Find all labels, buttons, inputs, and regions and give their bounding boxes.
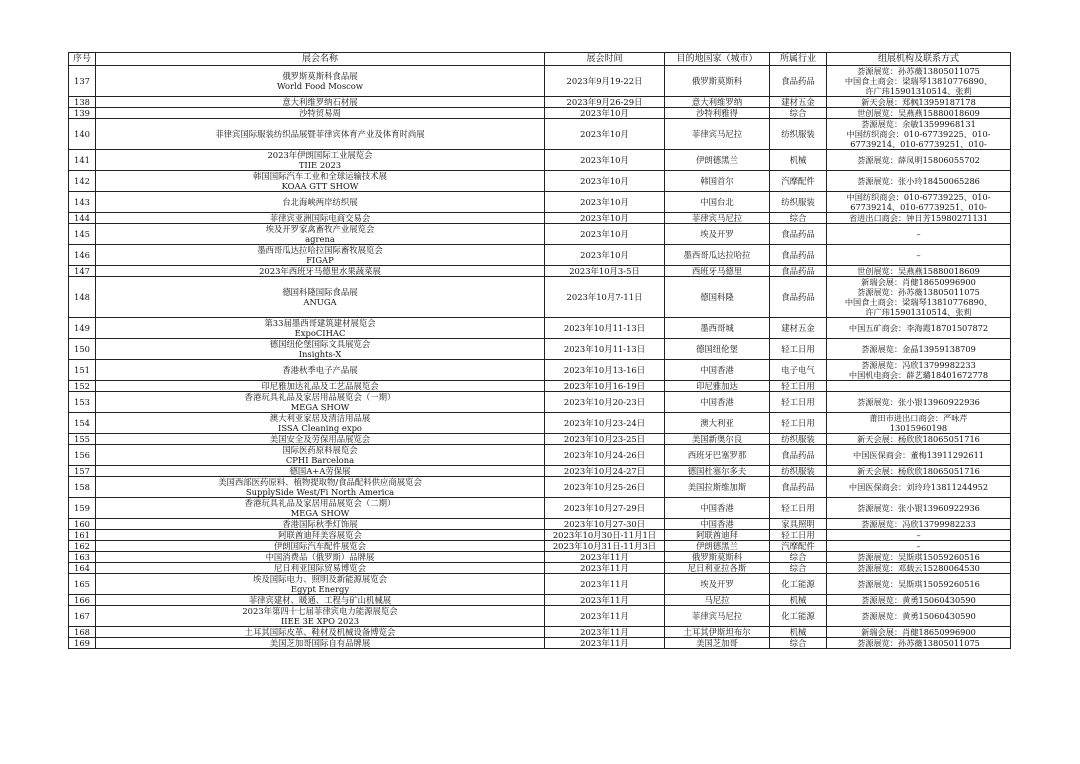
exhibition-date-cell: 2023年10月3-5日 bbox=[545, 266, 665, 277]
row-index-cell: 154 bbox=[69, 413, 96, 434]
industry-cell: 轻工日用 bbox=[770, 530, 827, 541]
table-row bbox=[69, 574, 1011, 595]
exhibition-name-cell: 香港玩具礼品及家居用品展览会（一期） MEGA SHOW bbox=[96, 392, 545, 413]
table-row bbox=[69, 627, 1011, 638]
destination-cell: 埃及开罗 bbox=[665, 574, 770, 595]
destination-cell: 美国拉斯维加斯 bbox=[665, 477, 770, 498]
exhibition-table bbox=[68, 52, 1011, 649]
header-industry: 所属行业 bbox=[770, 53, 827, 66]
exhibition-date-cell: 2023年10月11-13日 bbox=[545, 339, 665, 360]
organizer-contact-cell: 荟源展览：张小银13960922936 bbox=[827, 392, 1011, 413]
organizer-contact-cell: 新天会展：杨欣欣18065051716 bbox=[827, 434, 1011, 445]
industry-cell: 食品药品 bbox=[770, 445, 827, 466]
row-index-cell: 166 bbox=[69, 595, 96, 606]
header-exhibition-date: 展会时间 bbox=[545, 53, 665, 66]
destination-cell: 印尼雅加达 bbox=[665, 381, 770, 392]
exhibition-name-cell: 德国科隆国际食品展 ANUGA bbox=[96, 277, 545, 318]
table-row bbox=[69, 519, 1011, 530]
row-index-cell: 157 bbox=[69, 466, 96, 477]
table-row bbox=[69, 192, 1011, 213]
industry-cell: 机械 bbox=[770, 627, 827, 638]
organizer-contact-cell: 中国医保商会：刘玲玲13811244952 bbox=[827, 477, 1011, 498]
row-index-cell: 141 bbox=[69, 150, 96, 171]
table-row bbox=[69, 466, 1011, 477]
industry-cell: 综合 bbox=[770, 213, 827, 224]
industry-cell: 纺织服装 bbox=[770, 466, 827, 477]
row-index-cell: 156 bbox=[69, 445, 96, 466]
organizer-contact-cell: 荟源展览：冯欣13799982233 中国机电商会：薛艺璐18401672778 bbox=[827, 360, 1011, 381]
row-index-cell: 167 bbox=[69, 606, 96, 627]
header-destination: 目的地国家（城市） bbox=[665, 53, 770, 66]
row-index-cell: 149 bbox=[69, 318, 96, 339]
exhibition-name-cell: 伊朗国际汽车配件展览会 bbox=[96, 541, 545, 552]
organizer-contact-cell: – bbox=[827, 224, 1011, 245]
table-row bbox=[69, 108, 1011, 119]
industry-cell: 轻工日用 bbox=[770, 498, 827, 519]
destination-cell: 中国香港 bbox=[665, 519, 770, 530]
organizer-contact-cell: 荟源展览：张小银13960922936 bbox=[827, 498, 1011, 519]
table-row bbox=[69, 530, 1011, 541]
destination-cell: 意大利维罗纳 bbox=[665, 97, 770, 108]
exhibition-date-cell: 2023年10月25-26日 bbox=[545, 477, 665, 498]
table-row bbox=[69, 318, 1011, 339]
organizer-contact-cell: 世创展览：吴燕燕15880018609 bbox=[827, 108, 1011, 119]
exhibition-name-cell: 香港秋季电子产品展 bbox=[96, 360, 545, 381]
exhibition-name-cell: 香港国际秋季灯饰展 bbox=[96, 519, 545, 530]
exhibition-name-cell: 菲律宾国际服装纺织品展暨菲律宾体育产业及体育时尚展 bbox=[96, 119, 545, 150]
exhibition-date-cell: 2023年10月 bbox=[545, 213, 665, 224]
exhibition-name-cell: 墨西哥瓜达拉哈拉国际畜牧展览会 FIGAP bbox=[96, 245, 545, 266]
table-row bbox=[69, 638, 1011, 649]
organizer-contact-cell: 荟源展览：冯欣13799982233 bbox=[827, 519, 1011, 530]
industry-cell: 纺织服装 bbox=[770, 434, 827, 445]
table-row bbox=[69, 413, 1011, 434]
table-header-row bbox=[69, 53, 1011, 66]
destination-cell: 西班牙巴塞罗那 bbox=[665, 445, 770, 466]
destination-cell: 墨西哥城 bbox=[665, 318, 770, 339]
table-row bbox=[69, 445, 1011, 466]
destination-cell: 菲律宾马尼拉 bbox=[665, 213, 770, 224]
exhibition-date-cell: 2023年10月 bbox=[545, 150, 665, 171]
header-index: 序号 bbox=[69, 53, 96, 66]
row-index-cell: 165 bbox=[69, 574, 96, 595]
industry-cell: 汽摩配件 bbox=[770, 171, 827, 192]
exhibition-date-cell: 2023年11月 bbox=[545, 552, 665, 563]
destination-cell: 土耳其伊斯坦布尔 bbox=[665, 627, 770, 638]
industry-cell: 建材五金 bbox=[770, 97, 827, 108]
destination-cell: 西班牙马德里 bbox=[665, 266, 770, 277]
row-index-cell: 159 bbox=[69, 498, 96, 519]
exhibition-name-cell: 尼日利亚国际贸易博览会 bbox=[96, 563, 545, 574]
exhibition-date-cell: 2023年10月 bbox=[545, 245, 665, 266]
table-row bbox=[69, 245, 1011, 266]
exhibition-name-cell: 2023年伊朗国际工业展览会 TIIE 2023 bbox=[96, 150, 545, 171]
exhibition-date-cell: 2023年10月23-25日 bbox=[545, 434, 665, 445]
industry-cell: 综合 bbox=[770, 108, 827, 119]
row-index-cell: 163 bbox=[69, 552, 96, 563]
row-index-cell: 160 bbox=[69, 519, 96, 530]
destination-cell: 澳大利亚 bbox=[665, 413, 770, 434]
destination-cell: 俄罗斯莫斯科 bbox=[665, 66, 770, 97]
organizer-contact-cell: 荟源展览：张小玲18450065286 bbox=[827, 171, 1011, 192]
row-index-cell: 143 bbox=[69, 192, 96, 213]
table-row bbox=[69, 277, 1011, 318]
exhibition-name-cell: 土耳其国际皮革、鞋材及机械设备博览会 bbox=[96, 627, 545, 638]
exhibition-date-cell: 2023年10月11-13日 bbox=[545, 318, 665, 339]
table-row bbox=[69, 66, 1011, 97]
exhibition-name-cell: 意大利维罗纳石材展 bbox=[96, 97, 545, 108]
organizer-contact-cell: 省进出口商会：钟日芳15980271131 bbox=[827, 213, 1011, 224]
destination-cell: 伊朗德黑兰 bbox=[665, 541, 770, 552]
row-index-cell: 150 bbox=[69, 339, 96, 360]
exhibition-name-cell: 印尼雅加达礼品及工艺品展览会 bbox=[96, 381, 545, 392]
exhibition-date-cell: 2023年10月 bbox=[545, 119, 665, 150]
destination-cell: 德国杜塞尔多夫 bbox=[665, 466, 770, 477]
organizer-contact-cell: 荟源展览：金晶13959138709 bbox=[827, 339, 1011, 360]
exhibition-name-cell: 国际医药原料展览会 CPHI Barcelona bbox=[96, 445, 545, 466]
destination-cell: 中国香港 bbox=[665, 498, 770, 519]
exhibition-date-cell: 2023年11月 bbox=[545, 595, 665, 606]
exhibition-date-cell: 2023年10月31日-11月3日 bbox=[545, 541, 665, 552]
exhibition-date-cell: 2023年11月 bbox=[545, 606, 665, 627]
industry-cell: 电子电气 bbox=[770, 360, 827, 381]
row-index-cell: 168 bbox=[69, 627, 96, 638]
table-row bbox=[69, 213, 1011, 224]
exhibition-date-cell: 2023年11月 bbox=[545, 638, 665, 649]
row-index-cell: 162 bbox=[69, 541, 96, 552]
industry-cell: 汽摩配件 bbox=[770, 541, 827, 552]
exhibition-name-cell: 台北海峡两岸纺织展 bbox=[96, 192, 545, 213]
destination-cell: 韩国首尔 bbox=[665, 171, 770, 192]
exhibition-date-cell: 2023年10月16-19日 bbox=[545, 381, 665, 392]
destination-cell: 德国纽伦堡 bbox=[665, 339, 770, 360]
row-index-cell: 147 bbox=[69, 266, 96, 277]
destination-cell: 美国新奥尔良 bbox=[665, 434, 770, 445]
destination-cell: 中国台北 bbox=[665, 192, 770, 213]
exhibition-name-cell: 澳大利亚家居及清洁用品展 ISSA Cleaning expo bbox=[96, 413, 545, 434]
row-index-cell: 144 bbox=[69, 213, 96, 224]
exhibition-date-cell: 2023年10月 bbox=[545, 108, 665, 119]
table-row bbox=[69, 477, 1011, 498]
table-row bbox=[69, 381, 1011, 392]
table-row bbox=[69, 606, 1011, 627]
destination-cell: 中国香港 bbox=[665, 392, 770, 413]
exhibition-date-cell: 2023年9月26-29日 bbox=[545, 97, 665, 108]
exhibition-date-cell: 2023年10月 bbox=[545, 192, 665, 213]
table-row bbox=[69, 360, 1011, 381]
exhibition-date-cell: 2023年10月24-27日 bbox=[545, 466, 665, 477]
exhibition-date-cell: 2023年10月 bbox=[545, 171, 665, 192]
industry-cell: 纺织服装 bbox=[770, 119, 827, 150]
industry-cell: 食品药品 bbox=[770, 245, 827, 266]
organizer-contact-cell: 荟源展览：吴斯琪15059260516 bbox=[827, 552, 1011, 563]
table-row bbox=[69, 119, 1011, 150]
table-row bbox=[69, 552, 1011, 563]
table-row bbox=[69, 498, 1011, 519]
industry-cell: 食品药品 bbox=[770, 224, 827, 245]
exhibition-date-cell: 2023年10月20-23日 bbox=[545, 392, 665, 413]
industry-cell: 综合 bbox=[770, 552, 827, 563]
table-row bbox=[69, 392, 1011, 413]
row-index-cell: 158 bbox=[69, 477, 96, 498]
organizer-contact-cell: 荟源展览：余敏13599968131 中国纺织商会：010-67739225、010- 67739214、010-67739251、010- bbox=[827, 119, 1011, 150]
exhibition-name-cell: 阿联酋迪拜美容展览会 bbox=[96, 530, 545, 541]
table-body bbox=[69, 66, 1011, 649]
industry-cell: 轻工日用 bbox=[770, 339, 827, 360]
organizer-contact-cell: 新瑞会展：肖健18650996900 荟源展览：孙苏薇13805011075 中国食土商会：梁瑞琴13810776890、 许广玮15901310514、张莉 bbox=[827, 277, 1011, 318]
row-index-cell: 155 bbox=[69, 434, 96, 445]
industry-cell: 化工能源 bbox=[770, 606, 827, 627]
organizer-contact-cell: 荟源展览：黄勇15060430590 bbox=[827, 606, 1011, 627]
header-organizer-contact: 组展机构及联系方式 bbox=[827, 53, 1011, 66]
industry-cell: 食品药品 bbox=[770, 477, 827, 498]
organizer-contact-cell: 莆田市进出口商会：严咏芹 13015960198 bbox=[827, 413, 1011, 434]
row-index-cell: 138 bbox=[69, 97, 96, 108]
industry-cell: 建材五金 bbox=[770, 318, 827, 339]
industry-cell: 综合 bbox=[770, 638, 827, 649]
exhibition-name-cell: 沙特贸易周 bbox=[96, 108, 545, 119]
row-index-cell: 139 bbox=[69, 108, 96, 119]
organizer-contact-cell: 新天会展：郑枫13959187178 bbox=[827, 97, 1011, 108]
destination-cell: 阿联酋迪拜 bbox=[665, 530, 770, 541]
industry-cell: 纺织服装 bbox=[770, 192, 827, 213]
destination-cell: 美国芝加哥 bbox=[665, 638, 770, 649]
table-row bbox=[69, 541, 1011, 552]
table-row bbox=[69, 563, 1011, 574]
industry-cell: 食品药品 bbox=[770, 66, 827, 97]
exhibition-name-cell: 美国西部医药原料、植物提取物/食品配料供应商展览会 SupplySide West/Fi North America bbox=[96, 477, 545, 498]
exhibition-schedule bbox=[68, 52, 1010, 649]
exhibition-name-cell: 菲律宾建材、暖通、工程与矿山机械展 bbox=[96, 595, 545, 606]
table-row bbox=[69, 150, 1011, 171]
organizer-contact-cell: 荟源展览：邓载云15280064530 bbox=[827, 563, 1011, 574]
exhibition-name-cell: 2023年第四十七届菲律宾电力能源展览会 IIEE 3E XPO 2023 bbox=[96, 606, 545, 627]
row-index-cell: 146 bbox=[69, 245, 96, 266]
exhibition-name-cell: 埃及国际电力、照明及新能源展览会 Egypt Energy bbox=[96, 574, 545, 595]
row-index-cell: 145 bbox=[69, 224, 96, 245]
exhibition-name-cell: 中国消费品（俄罗斯）品牌展 bbox=[96, 552, 545, 563]
organizer-contact-cell: 新天会展：杨欣欣18065051716 bbox=[827, 466, 1011, 477]
industry-cell: 轻工日用 bbox=[770, 392, 827, 413]
exhibition-name-cell: 韩国国际汽车工业和全球运输技术展 KOAA GTT SHOW bbox=[96, 171, 545, 192]
table-row bbox=[69, 434, 1011, 445]
header-exhibition-name: 展会名称 bbox=[96, 53, 545, 66]
organizer-contact-cell: 中国医保商会：董梅13911292611 bbox=[827, 445, 1011, 466]
table-row bbox=[69, 97, 1011, 108]
exhibition-date-cell: 2023年10月 bbox=[545, 224, 665, 245]
industry-cell: 食品药品 bbox=[770, 277, 827, 318]
exhibition-name-cell: 香港玩具礼品及家居用品展览会（二期） MEGA SHOW bbox=[96, 498, 545, 519]
table-row bbox=[69, 595, 1011, 606]
industry-cell: 轻工日用 bbox=[770, 381, 827, 392]
exhibition-date-cell: 2023年11月 bbox=[545, 627, 665, 638]
organizer-contact-cell: 中国五矿商会：李海霞18701507872 bbox=[827, 318, 1011, 339]
organizer-contact-cell: – bbox=[827, 245, 1011, 266]
table-row bbox=[69, 339, 1011, 360]
exhibition-date-cell: 2023年10月13-16日 bbox=[545, 360, 665, 381]
destination-cell: 墨西哥瓜达拉哈拉 bbox=[665, 245, 770, 266]
table-row bbox=[69, 266, 1011, 277]
organizer-contact-cell: 荟源展览：黄勇15060430590 bbox=[827, 595, 1011, 606]
row-index-cell: 142 bbox=[69, 171, 96, 192]
exhibition-name-cell: 埃及开罗家禽畜牧产业展览会 agrena bbox=[96, 224, 545, 245]
exhibition-name-cell: 菲律宾亚洲国际电商交易会 bbox=[96, 213, 545, 224]
exhibition-name-cell: 德国A+A劳保展 bbox=[96, 466, 545, 477]
industry-cell: 机械 bbox=[770, 150, 827, 171]
destination-cell: 马尼拉 bbox=[665, 595, 770, 606]
destination-cell: 尼日利亚拉各斯 bbox=[665, 563, 770, 574]
row-index-cell: 164 bbox=[69, 563, 96, 574]
row-index-cell: 153 bbox=[69, 392, 96, 413]
exhibition-date-cell: 2023年9月19-22日 bbox=[545, 66, 665, 97]
organizer-contact-cell: 荟源展览：孙苏薇13805011075 中国食土商会：梁瑞琴13810776890、 许广玮15901310514、张莉 bbox=[827, 66, 1011, 97]
industry-cell: 综合 bbox=[770, 563, 827, 574]
row-index-cell: 152 bbox=[69, 381, 96, 392]
destination-cell: 埃及开罗 bbox=[665, 224, 770, 245]
destination-cell: 德国科隆 bbox=[665, 277, 770, 318]
exhibition-name-cell: 2023年西班牙马德里水果蔬菜展 bbox=[96, 266, 545, 277]
organizer-contact-cell bbox=[827, 381, 1011, 392]
table-row bbox=[69, 171, 1011, 192]
organizer-contact-cell: 中国纺织商会：010-67739225、010- 67739214、010-67739251、010- bbox=[827, 192, 1011, 213]
exhibition-date-cell: 2023年11月 bbox=[545, 563, 665, 574]
organizer-contact-cell: – bbox=[827, 530, 1011, 541]
exhibition-date-cell: 2023年11月 bbox=[545, 574, 665, 595]
destination-cell: 菲律宾马尼拉 bbox=[665, 606, 770, 627]
destination-cell: 沙特利雅得 bbox=[665, 108, 770, 119]
organizer-contact-cell: 新瑞会展：肖健18650996900 bbox=[827, 627, 1011, 638]
exhibition-date-cell: 2023年10月27-30日 bbox=[545, 519, 665, 530]
organizer-contact-cell: 荟源展览：吴斯琪15059260516 bbox=[827, 574, 1011, 595]
exhibition-name-cell: 美国安全及劳保用品展览会 bbox=[96, 434, 545, 445]
organizer-contact-cell: – bbox=[827, 541, 1011, 552]
destination-cell: 中国香港 bbox=[665, 360, 770, 381]
row-index-cell: 161 bbox=[69, 530, 96, 541]
destination-cell: 伊朗德黑兰 bbox=[665, 150, 770, 171]
exhibition-date-cell: 2023年10月24-26日 bbox=[545, 445, 665, 466]
exhibition-date-cell: 2023年10月23-24日 bbox=[545, 413, 665, 434]
exhibition-date-cell: 2023年10月7-11日 bbox=[545, 277, 665, 318]
industry-cell: 轻工日用 bbox=[770, 413, 827, 434]
organizer-contact-cell: 荟源展览：薛凤明15806055702 bbox=[827, 150, 1011, 171]
row-index-cell: 148 bbox=[69, 277, 96, 318]
exhibition-date-cell: 2023年10月30日-11月1日 bbox=[545, 530, 665, 541]
exhibition-name-cell: 俄罗斯莫斯科食品展 World Food Moscow bbox=[96, 66, 545, 97]
row-index-cell: 169 bbox=[69, 638, 96, 649]
table-row bbox=[69, 224, 1011, 245]
organizer-contact-cell: 荟源展览：孙苏薇13805011075 bbox=[827, 638, 1011, 649]
industry-cell: 家具照明 bbox=[770, 519, 827, 530]
row-index-cell: 137 bbox=[69, 66, 96, 97]
destination-cell: 俄罗斯莫斯科 bbox=[665, 552, 770, 563]
exhibition-name-cell: 美国芝加哥国际自有品牌展 bbox=[96, 638, 545, 649]
row-index-cell: 140 bbox=[69, 119, 96, 150]
industry-cell: 食品药品 bbox=[770, 266, 827, 277]
destination-cell: 菲律宾马尼拉 bbox=[665, 119, 770, 150]
industry-cell: 化工能源 bbox=[770, 574, 827, 595]
exhibition-date-cell: 2023年10月27-29日 bbox=[545, 498, 665, 519]
organizer-contact-cell: 世创展览：吴燕燕15880018609 bbox=[827, 266, 1011, 277]
exhibition-name-cell: 德国纽伦堡国际文具展览会 Insights-X bbox=[96, 339, 545, 360]
industry-cell: 机械 bbox=[770, 595, 827, 606]
row-index-cell: 151 bbox=[69, 360, 96, 381]
exhibition-name-cell: 第33届墨西哥建筑建材展览会 ExpoCIHAC bbox=[96, 318, 545, 339]
